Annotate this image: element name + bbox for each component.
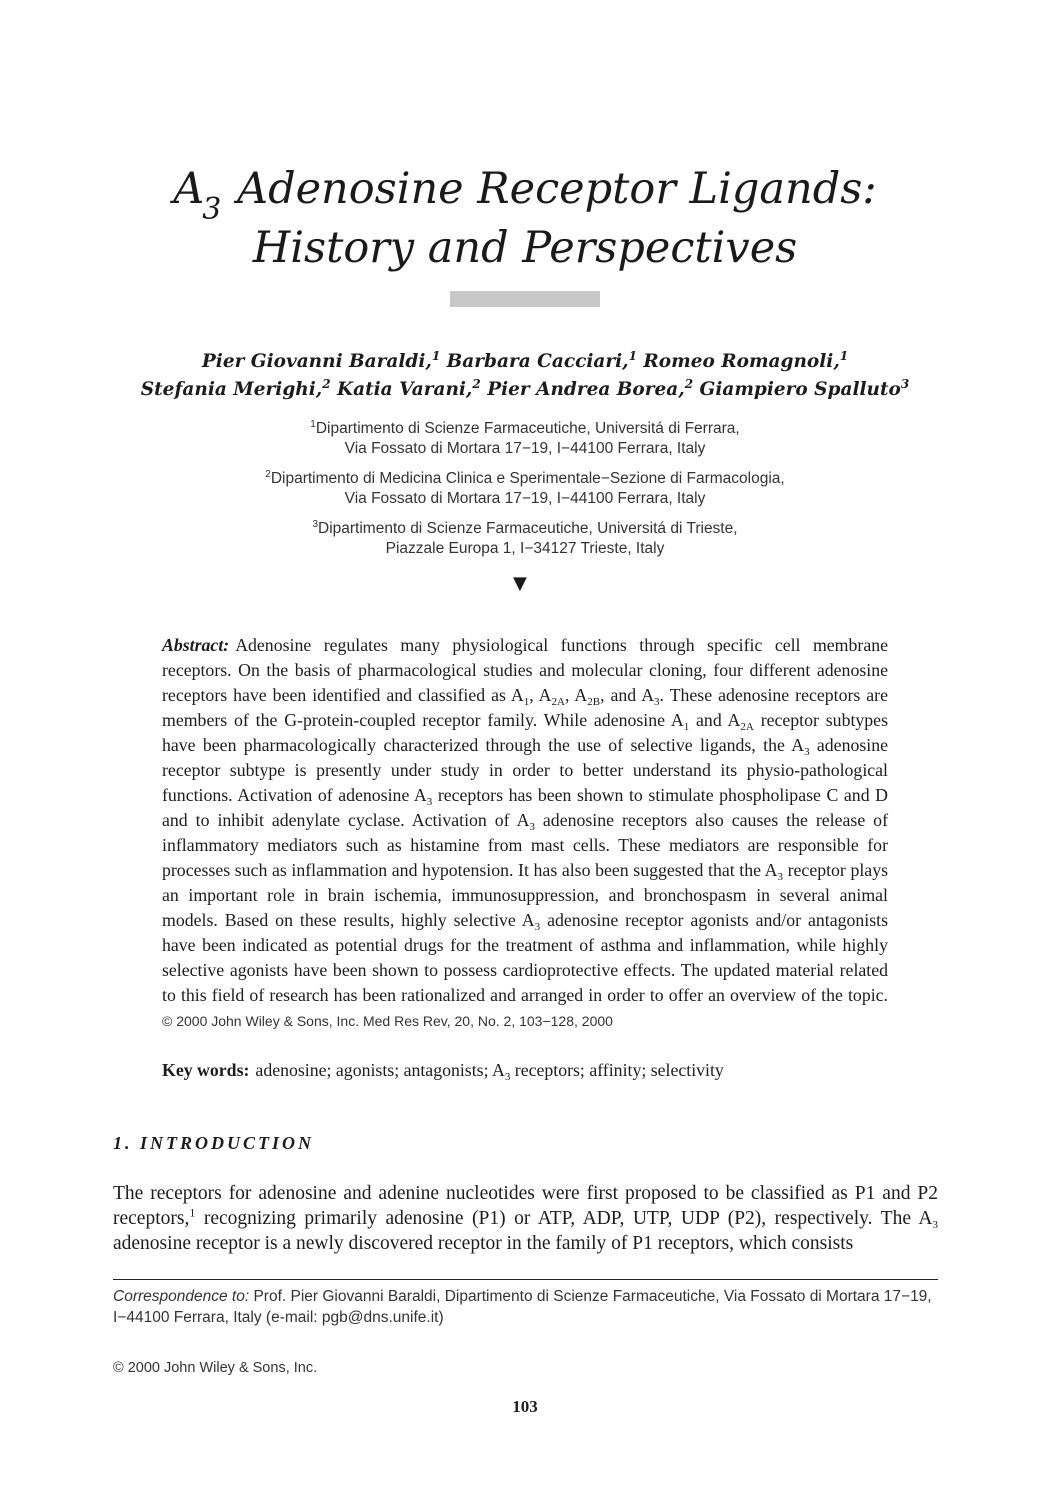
abstract-text: Adenosine regulates many physiological functions through specific cell membrane receptors. On the basis of pharmacological studies and molecular cloning, four different adenosine receptors have been identified and classified as A [162, 635, 888, 705]
affiliation-number: 3 [312, 518, 319, 530]
abstract-text: adenosine receptor subtype is presently under study in order to better understand its physio-pathological functions. Activation of adenosine A [162, 735, 888, 805]
title-line-2: History and Perspectives [252, 223, 798, 273]
author-name: Giampiero Spalluto [699, 379, 901, 400]
body-paragraph [113, 1181, 938, 1256]
article-title [0, 162, 1050, 275]
author-name: Katia Varani, [337, 379, 473, 400]
subscript: 2B [587, 696, 601, 708]
title-divider-bar [450, 291, 600, 307]
footnote-rule [113, 1279, 938, 1280]
subscript: 3 [529, 821, 535, 833]
abstract-text: receptors has been shown to stimulate phospholipase C and D and to inhibit adenylate cyclase. Activation of A [162, 785, 888, 830]
affiliation-text: Dipartimento di Scienze Farmaceutiche, Universitá di Trieste, [318, 520, 738, 537]
author-affiliation-mark: 2 [684, 376, 694, 391]
reference-mark: 1 [189, 1205, 196, 1220]
abstract-text: and A [689, 710, 741, 730]
author-name: Pier Giovanni Baraldi, [201, 351, 432, 372]
title-letter: A [173, 164, 205, 214]
author-affiliation-mark: 1 [628, 348, 637, 363]
affiliation-address: Piazzale Europa 1, I−34127 Trieste, Italy [385, 540, 665, 557]
subscript: 3 [777, 871, 783, 883]
abstract-text: , A [529, 685, 552, 705]
subscript: 3 [504, 1071, 511, 1083]
affiliation [0, 419, 1050, 459]
subscript: 3 [804, 746, 810, 758]
body-text: The receptors for adenosine and adenine nucleotides were first proposed to be classified as P1 and P2 receptors, [113, 1183, 938, 1229]
subscript: 3 [654, 696, 660, 708]
subscript: 1 [683, 721, 690, 733]
author-name: Romeo Romagnoli, [643, 351, 840, 372]
page-number: 103 [512, 1397, 538, 1416]
subscript: 3 [426, 796, 433, 808]
affiliation [0, 469, 1050, 509]
subscript: 2A [551, 696, 565, 708]
affiliation [0, 519, 1050, 559]
author-affiliation-mark: 2 [472, 376, 481, 391]
author-name: Pier Andrea Borea, [487, 379, 685, 400]
correspondence-text: Prof. Pier Giovanni Baraldi, Dipartimento di Scienze Farmaceutiche, Via Fossato di Mortara 17−19, I−44100 Ferrara, Italy (e-mail: pgb@dns.unife.it) [113, 1288, 932, 1326]
author-affiliation-mark: 1 [431, 348, 441, 363]
author-affiliation-mark: 1 [839, 348, 849, 363]
abstract-label: Abstract: [162, 635, 230, 655]
subscript: 3 [932, 1219, 938, 1231]
correspondence-label: Correspondence to: [113, 1288, 250, 1305]
abstract-text: adenosine receptors also causes the release of inflammatory mediators such as histamine from mast cells. These mediators are responsible for processes such as inflammation and hypotension. It has also been suggested that the A [162, 810, 888, 880]
keywords-text: receptors; affinity; selectivity [510, 1060, 724, 1080]
affiliation-address: Via Fossato di Mortara 17−19, I−44100 Ferrara, Italy [344, 440, 706, 457]
author-name: Barbara Cacciari, [446, 351, 629, 372]
author-affiliation-mark: 2 [322, 376, 331, 391]
author-list [0, 348, 1050, 404]
affiliation-line [0, 469, 1050, 489]
author-name: Stefania Merighi, [140, 379, 323, 400]
affiliation-number: 2 [265, 468, 271, 480]
subscript: 1 [523, 696, 530, 708]
abstract-text: receptor plays an important role in brain ischemia, immunosuppression, and bronchospasm in several animal models. Based on these results, highly selective A [162, 860, 888, 930]
abstract-citation: © 2000 John Wiley & Sons, Inc. Med Res Rev, 20, No. 2, 103−128, 2000 [162, 1013, 613, 1029]
keywords-text: adenosine; agonists; antagonists; A [255, 1060, 505, 1080]
affiliation-list [0, 419, 1050, 569]
abstract-text: , and A [600, 685, 655, 705]
title-line-1-text: Adenosine Receptor Ligands: [237, 164, 877, 214]
copyright-notice: © 2000 John Wiley & Sons, Inc. [113, 1360, 318, 1376]
affiliation-address: Via Fossato di Mortara 17−19, I−44100 Ferrara, Italy [344, 490, 706, 507]
affiliation-line [0, 419, 1050, 439]
title-subscript: 3 [202, 192, 222, 227]
correspondence-footnote [113, 1286, 938, 1328]
author-line-2 [0, 376, 1050, 404]
abstract [162, 633, 888, 1034]
abstract-text: adenosine receptor agonists and/or antagonists have been indicated as potential drugs for the treatment of asthma and inflammation, while highly selective agonists have been shown to possess cardioprotective effects. The updated material related to this field of research has been rationalized and arranged in order to offer an overview of the topic. [162, 910, 888, 1005]
keywords-label: Key words: [162, 1060, 250, 1080]
keywords [162, 1058, 888, 1083]
affiliation-text: Dipartimento di Scienze Farmaceutiche, Universitá di Ferrara, [315, 420, 740, 437]
abstract-text: , A [564, 685, 588, 705]
body-text: recognizing primarily adenosine (P1) or ATP, ADP, UTP, UDP (P2), respectively. The A [195, 1208, 933, 1229]
author-line-1 [0, 348, 1050, 376]
affiliation-text: Dipartimento di Medicina Clinica e Sperimentale−Sezione di Farmacologia, [270, 470, 785, 487]
abstract-text: receptor subtypes have been pharmacologically characterized through the use of selective ligands, the A [162, 710, 888, 755]
section-heading: 1. INTRODUCTION [113, 1133, 315, 1153]
body-text: adenosine receptor is a newly discovered receptor in the family of P1 receptors, which consists [113, 1233, 854, 1254]
author-affiliation-mark: 3 [900, 376, 910, 391]
title-line-1 [0, 162, 1050, 227]
affiliation-number: 1 [310, 418, 316, 430]
abstract-text: . These adenosine receptors are members of the G-protein-coupled receptor family. While adenosine A [162, 685, 888, 730]
affiliation-line [0, 519, 1050, 539]
down-triangle-icon: ▼ [513, 573, 527, 594]
subscript: 2A [740, 721, 754, 733]
subscript: 3 [534, 921, 541, 933]
